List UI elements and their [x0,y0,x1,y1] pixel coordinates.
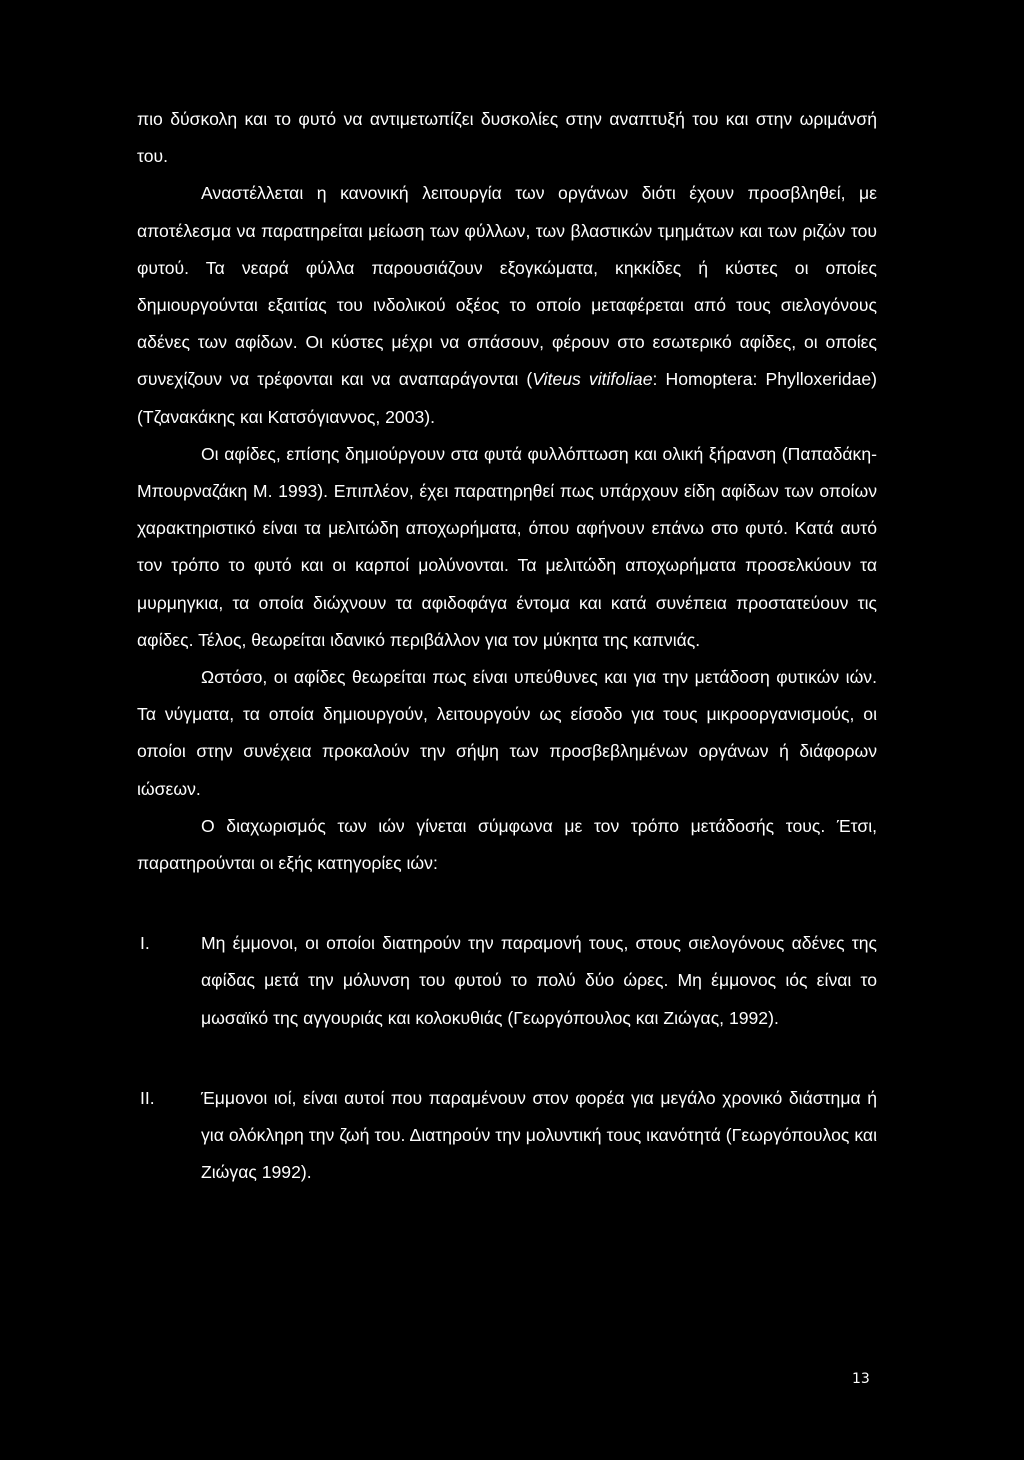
paragraph-leaf-drop: Οι αφίδες, επίσης δημιούργουν στα φυτά φυλλόπτωση και ολική ξήρανση (Παπαδάκη-Μπουρναζάκη Μ. 1993). Επιπλέον, έχει παρατηρηθεί πως υπάρχουν είδη αφίδων των οποίων χαρακτηριστικό είναι τα μελιτώδη αποχωρήματα, όπου αφήνουν επάνω στο φυτό. Κατά αυτό τον τρόπο το φυτό και οι καρποί μολύνονται. Τα μελιτώδη αποχωρήματα προσελκύουν τα μυρμηγκια, τα οποία διώχνουν τα αφιδοφάγα έντομα και κατά συνέπεια προστατεύουν τις αφίδες. Τέλος, θεωρείται ιδανικό περιβάλλον για τον μύκητα της καπνιάς. [137,443,877,650]
list-item-text: Έμμονοι ιοί, είναι αυτοί που παραμένουν στον φορέα για μεγάλο χρονικό διάστημα ή για ολόκληρη την ζωή του. Διατηρούν την μολυντική τους ικανότητά (Γεωργόπουλος και Ζιώγας 1992). [201,1087,877,1183]
list-item [137,1080,877,1192]
virus-category-list [137,925,877,1191]
paragraph-organ-damage-text: Αναστέλλεται η κανονική λειτουργία των οργάνων διότι έχουν προσβληθεί, με αποτέλεσμα να παρατηρείται μείωση των φύλλων, των βλαστικών τμημάτων και των ριζών του φυτού. Τα νεαρά φύλλα παρουσιάζουν εξογκώματα, κηκκίδες ή κύστες οι οποίες δημιουργούνται εξαιτίας του ινδολικού οξέος το οποίο μεταφέρεται από τους σιελογόνους αδένες των αφίδων. Οι κύστες μέχρι να σπάσουν, φέρουν στο εσωτερικό αφίδες, οι οποίες συνεχίζουν να τρέφονται και να αναπαράγονται ( [137,183,877,390]
list-item-number: I. [140,933,150,954]
paragraph-organ-damage [137,175,877,435]
list-item [137,925,877,1037]
species-name: Viteus vitifoliae [532,369,653,390]
paragraph-continuation: πιο δύσκολη και το φυτό να αντιμετωπίζει δυσκολίες στην αναπτυξή του και στην ωριμάνσή του. [137,109,877,167]
list-item-text: Μη έμμονοι, οι οποίοι διατηρούν την παραμονή τους, στους σιελογόνους αδένες της αφίδας μετά την μόλυνση του φυτού το πολύ δύο ώρες. Μη έμμονος ιός είναι το μωσαϊκό της αγγουριάς και κολοκυθιάς (Γεωργόπουλος και Ζιώγας, 1992). [201,933,877,1028]
paragraph-virus-transmission: Ωστόσο, οι αφίδες θεωρείται πως είναι υπεύθυνες και για την μετάδοση φυτικών ιών. Τα νύγματα, τα οποία δημιουργούν, λειτουργούν ως είσοδο για τους μικροοργανισμούς, οι οποίοι στην συνέχεια προκαλούν την σήψη των προσβεβλημένων οργάνων ή διάφορων ιώσεων. [137,667,877,799]
page-number: 13 [852,1371,870,1387]
paragraph-virus-classification: Ο διαχωρισμός των ιών γίνεται σύμφωνα με τον τρόπο μετάδοσής τους. Έτσι, παρατηρούνται οι εξής κατηγορίες ιών: [137,815,877,874]
body-text [137,101,877,1191]
paragraph-organ-damage-citation: : Homoptera: Phylloxeridae) (Τζανακάκης και Κατσόγιαννος, 2003). [137,369,877,427]
list-item-number: II. [140,1087,155,1108]
